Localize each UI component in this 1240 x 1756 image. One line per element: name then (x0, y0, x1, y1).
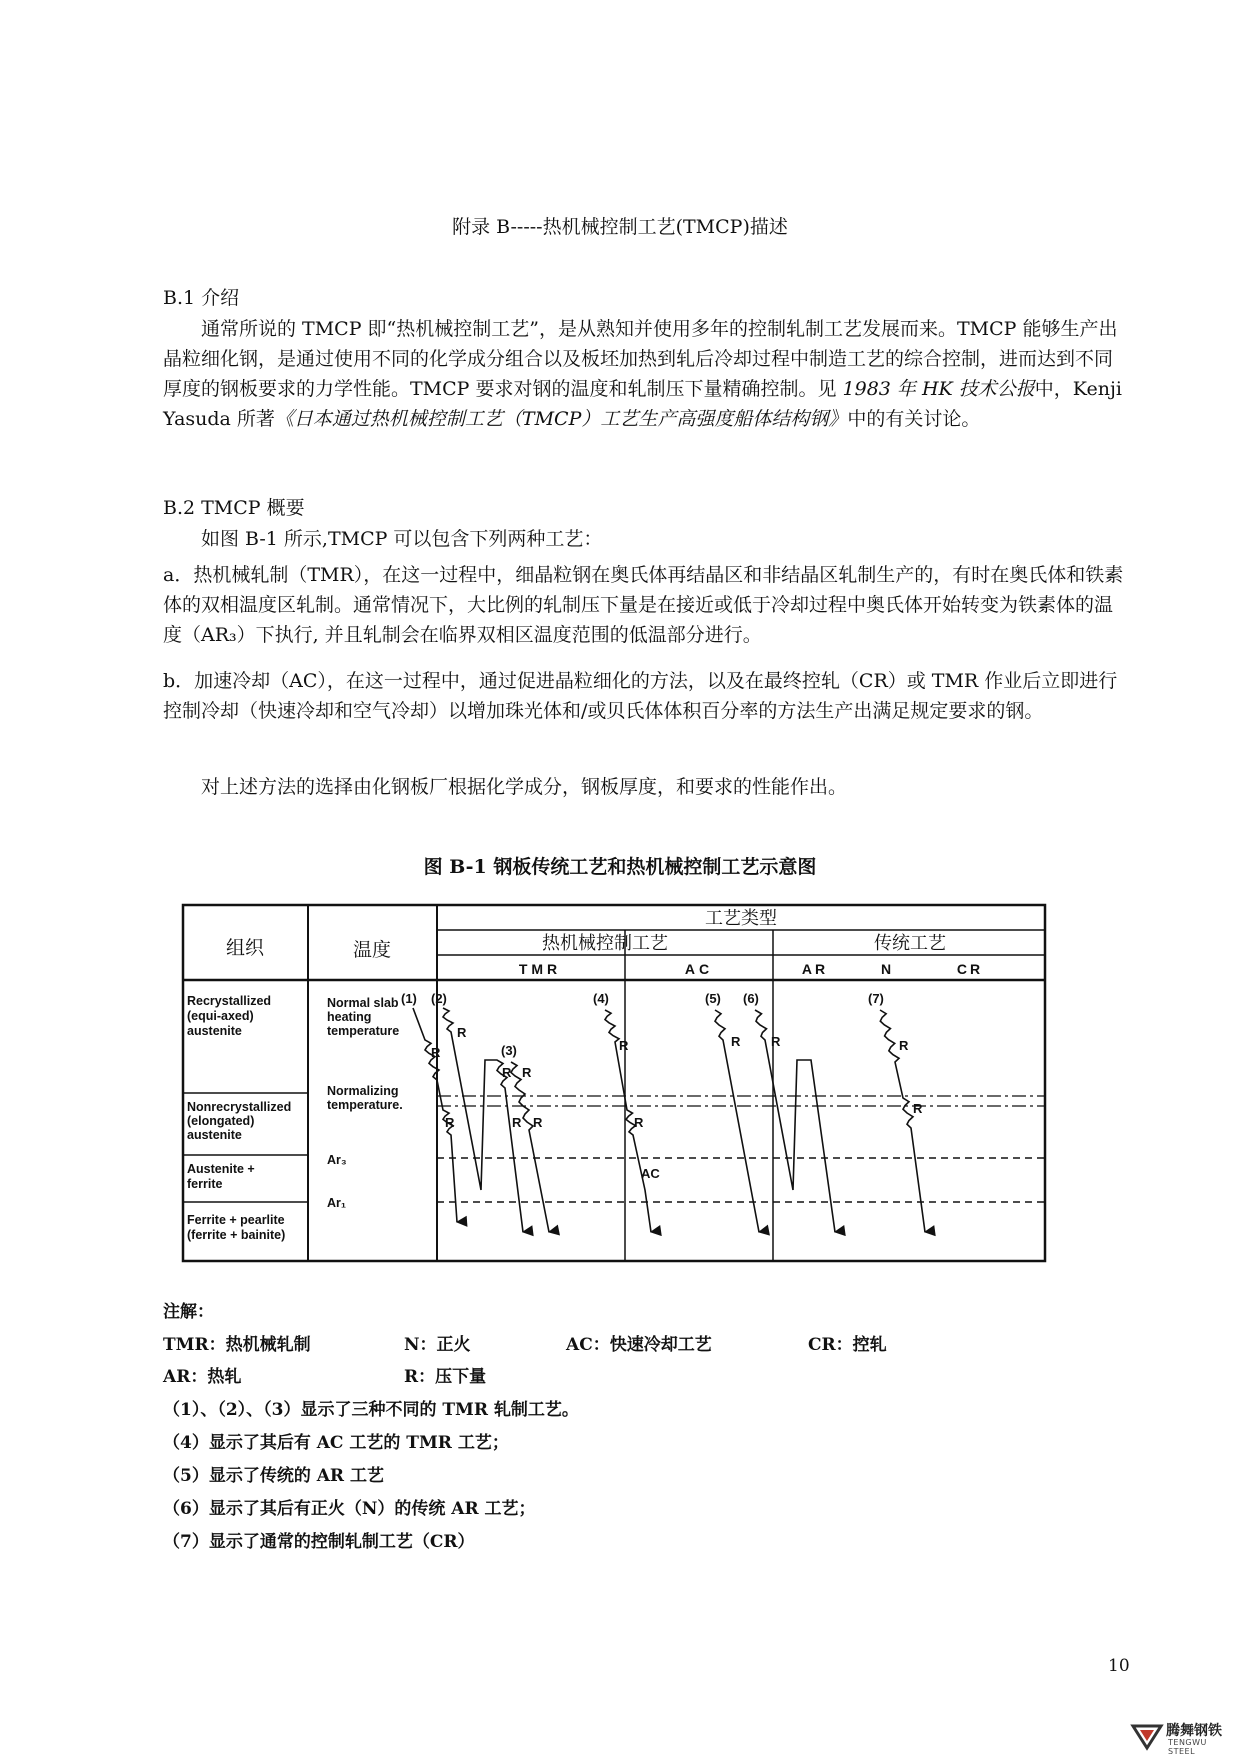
note-line-4: （6）显示了其后有正火（N）的传统 AR 工艺； (163, 1499, 536, 1519)
conv-group-label: 传统工艺 (874, 933, 946, 953)
r-label-7a: R (899, 1038, 909, 1053)
temp-ar3: Ar₃ (327, 1153, 347, 1167)
r-label-4b: R (634, 1115, 644, 1130)
temp-slab-1: Normal slab (327, 996, 399, 1010)
process-label-4: (4) (593, 991, 609, 1006)
temp-ar1: Ar₁ (327, 1196, 347, 1210)
process-label-3: (3) (501, 1043, 517, 1058)
col-temp-label: 温度 (352, 940, 392, 961)
section-b2-item-a: a．热机械轧制（TMR），在这一过程中，细晶粒钢在奥氏体再结晶区和非结晶区轧制生产的，有时在奥氏体和铁素体的双相温度区轧制。通常情况下，大比例的轧制压下量是在接近或低于冷却过程中奥氏体开始转变为铁素体的温度（AR₃）下执行, 并且轧制会在临界双相区温度范围的低温部分进行。 (163, 564, 1124, 646)
section-b1-heading: B.1 介绍 (163, 287, 240, 309)
ac-label: AC (684, 961, 714, 977)
temp-slab-3: temperature (327, 1024, 400, 1038)
legend-ar: AR：热轧 (163, 1367, 242, 1387)
col-structure-label: 组织 (225, 938, 265, 959)
legend-tmr: TMR：热机械轧制 (163, 1335, 311, 1355)
temp-normalizing-1: Normalizing (327, 1084, 399, 1098)
ac-path-label: AC (641, 1166, 660, 1181)
logo-en-text: TENGWU STEEL (1168, 1738, 1207, 1756)
n-label: N (880, 961, 892, 977)
structure-recryst-1: Recrystallized (187, 994, 272, 1008)
section-b2-heading: B.2 TMCP 概要 (163, 497, 305, 519)
r-label-4a: R (619, 1038, 629, 1053)
structure-aust-ferrite-2: ferrite (187, 1177, 223, 1191)
tmcp-diagram (175, 900, 1055, 1270)
process-label-6: (6) (743, 991, 759, 1006)
r-label-5: R (731, 1034, 741, 1049)
process-label-7: (7) (868, 991, 884, 1006)
page-number: 10 (1108, 1656, 1130, 1676)
section-b2-item-b: b．加速冷却（AC），在这一过程中，通过促进晶粒细化的方法，以及在最终控轧（CR）或 TMR 作业后立即进行控制冷却（快速冷却和空气冷却）以增加珠光体和/或贝氏体体积百分率的方法生产出满足规定要求的钢。 (163, 670, 1118, 722)
structure-nonrecryst-3: austenite (187, 1128, 242, 1142)
process-label-1: (1) (401, 991, 417, 1006)
structure-aust-ferrite-1: Austenite + (187, 1162, 255, 1176)
r-label-3b: R (522, 1065, 532, 1080)
section-b2-closing: 对上述方法的选择由化钢板厂根据化学成分，钢板厚度，和要求的性能作出。 (201, 776, 848, 798)
tmr-label: TMR (518, 961, 562, 977)
legend-cr: CR：控轧 (808, 1335, 887, 1355)
note-line-3: （5）显示了传统的 AR 工艺 (163, 1466, 384, 1486)
r-label-7b: R (913, 1101, 923, 1116)
structure-nonrecryst-1: Nonrecrystallized (187, 1100, 292, 1114)
note-line-5: （7）显示了通常的控制轧制工艺（CR） (163, 1532, 475, 1552)
temp-normalizing-2: temperature. (327, 1098, 403, 1112)
tmcp-group-label: 热机械控制工艺 (542, 933, 668, 953)
structure-ferrite-pearlite-1: Ferrite + pearlite (187, 1213, 285, 1227)
process-path-3 (511, 1062, 549, 1232)
legend-r: R：压下量 (404, 1367, 487, 1387)
page-title: 附录 B-----热机械控制工艺(TMCP)描述 (452, 216, 788, 238)
process-label-2: (2) (431, 991, 447, 1006)
section-b2-intro: 如图 B-1 所示,TMCP 可以包含下列两种工艺： (201, 528, 603, 550)
r-label-3a: R (502, 1065, 512, 1080)
note-line-2: （4）显示了其后有 AC 工艺的 TMR 工艺； (163, 1433, 509, 1453)
r-label-1b: R (445, 1115, 455, 1130)
company-logo (1130, 1718, 1235, 1756)
note-line-1: （1）、（2）、（3）显示了三种不同的 TMR 轧制工艺。 (163, 1400, 579, 1420)
cr-label: CR (956, 961, 984, 977)
structure-ferrite-pearlite-2: (ferrite + bainite) (187, 1228, 286, 1242)
process-label-5: (5) (705, 991, 721, 1006)
process-type-label: 工艺类型 (705, 908, 777, 928)
logo-cn-text: 腾舞钢铁 (1166, 1723, 1222, 1739)
ar-label: AR (801, 961, 829, 977)
r-label-3c: R (533, 1115, 543, 1130)
legend-ac: AC：快速冷却工艺 (566, 1335, 712, 1355)
r-label-2b: R (512, 1115, 522, 1130)
process-path-6 (755, 1010, 835, 1232)
r-label-1a: R (431, 1045, 441, 1060)
r-label-6: R (771, 1034, 781, 1049)
temp-slab-2: heating (327, 1010, 372, 1024)
section-b1-paragraph: 通常所说的 TMCP 即“热机械控制工艺”，是从熟知并使用多年的控制轧制工艺发展而来。TMCP 能够生产出晶粒细化钢，是通过使用不同的化学成分组合以及板坯加热到轧后冷却过程中制造工艺的综合控制，进而达到不同厚度的钢板要求的力学性能。TMCP 要求对钢的温度和轧制压下量精确控制。见 1983 年 HK 技术公报中，Kenji Yasuda 所著《日本通过热机械控制工艺（TMCP）工艺生产高强度船体结构钢》中的有关讨论。 (163, 318, 1122, 430)
r-label-2a: R (457, 1025, 467, 1040)
notes-heading: 注解： (163, 1302, 214, 1322)
structure-recryst-2: (equi-axed) (187, 1009, 254, 1023)
structure-nonrecryst-2: (elongated) (187, 1114, 255, 1128)
legend-n: N：正火 (404, 1335, 471, 1355)
figure-caption: 图 B-1 钢板传统工艺和热机械控制工艺示意图 (423, 856, 817, 878)
logo-mark-icon (1130, 1718, 1164, 1752)
structure-recryst-3: austenite (187, 1024, 242, 1038)
